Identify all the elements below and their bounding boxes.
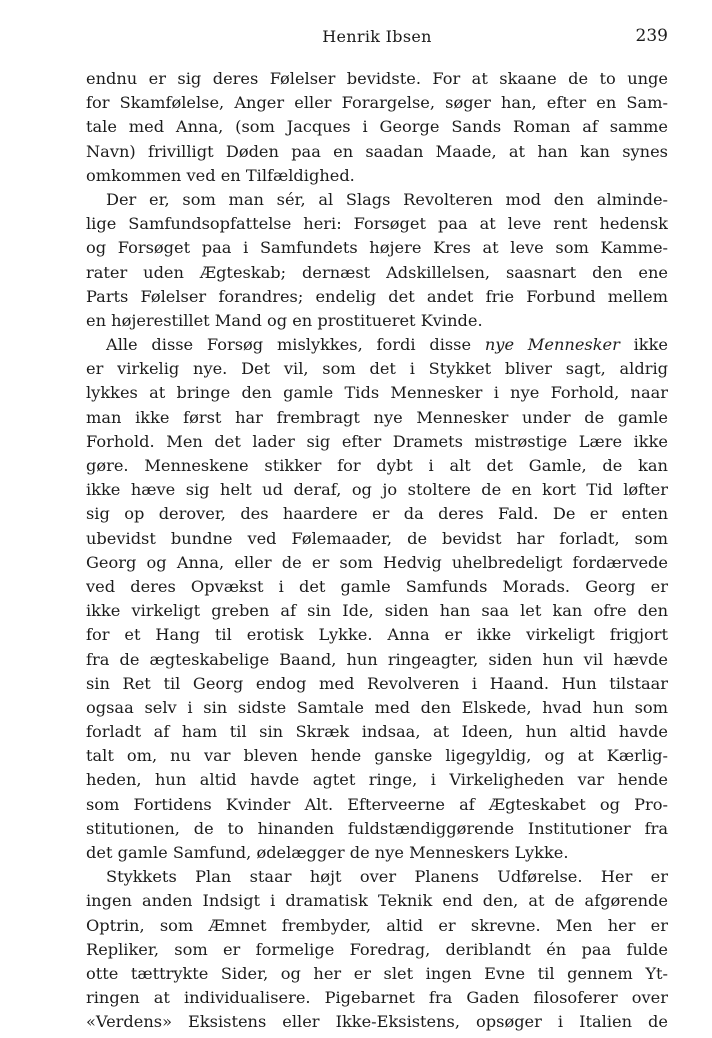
text-line: gøre. Menneskene stikker for dybt i alt det Gamle, de kan <box>86 456 668 475</box>
text-line: ikke virkeligt greben af sin Ide, siden han saa let kan ofre den <box>86 601 668 621</box>
text-line: talt om, nu var bleven hende ganske ligegyldig, og at Kærlig- <box>86 746 668 766</box>
text-line: man ikke først har frembragt nye Mennesker under de gamle <box>86 407 668 427</box>
text-line: som Fortidens Kvinder Alt. Efterveerne af Ægteskabet og Pro- <box>86 794 668 814</box>
text-line: det gamle Samfund, ødelægger de nye Menneskers Lykke. <box>86 843 569 862</box>
text-line: heden, hun altid havde agtet ringe, i Virkeligheden var hende <box>86 770 668 790</box>
text-line: ved deres Opvækst i det gamle Samfunds Morads. Georg er <box>86 576 668 596</box>
text-line: otte tættrykte Sider, og her er slet ingen Evne til gennem Yt- <box>86 963 668 983</box>
text-segment: Alle disse Forsøg mislykkes, fordi disse <box>106 335 472 355</box>
text-line: for Skamfølelse, Anger eller Forargelse, søger han, efter en Sam- <box>86 93 668 113</box>
text-line: «Verdens» Eksistens eller Ikke-Eksistens, opsøger i Italien de <box>86 1012 668 1032</box>
text-line: lykkes at bringe den gamle Tids Mennesker i nye Forhold, naar <box>86 383 668 403</box>
text-line: ogsaa selv i sin sidste Samtale med den Elskede, hvad hun som <box>86 697 668 717</box>
text-line: Parts Følelser forandres; endelig det andet frie Forbund mellem <box>86 286 668 306</box>
text-line: Optrin, som Æmnet frembyder, altid er skrevne. Men her er <box>86 915 668 935</box>
text-line: tale med Anna, (som Jacques i George Sands Roman af samme <box>86 117 668 137</box>
text-line: lige Samfundsopfattelse heri: Forsøget paa at leve rent hedensk <box>86 214 668 234</box>
text-line: ingen anden Indsigt i dramatisk Teknik end den, at de afgørende <box>86 891 668 911</box>
text-line: sig op derover, des haardere er da deres Fald. De er enten <box>86 504 668 524</box>
text-line: Der er, som man sér, al Slags Revolteren mod den alminde- <box>106 189 668 209</box>
text-line: Georg og Anna, eller de er som Hedvig uhelbredeligt fordærvede <box>86 552 668 572</box>
text-line: stitutionen, de to hinanden fuldstændiggørende Institutioner fra <box>86 818 668 838</box>
running-title: Henrik Ibsen <box>322 27 432 46</box>
text-line: ikke hæve sig helt ud deraf, og jo stoltere de en kort Tid løfter <box>86 480 668 500</box>
text-segment: ikke <box>619 335 668 355</box>
emphasis-text: nye Mennesker <box>484 335 620 355</box>
text-line: Navn) frivilligt Døden paa en saadan Maade, at han kan synes <box>86 141 668 161</box>
text-line: Repliker, som er formelige Foredrag, deriblandt én paa fulde <box>86 939 668 959</box>
text-line: sin Ret til Georg endog med Revolveren i Haand. Hun tilstaar <box>86 673 668 693</box>
text-line: og Forsøget paa i Samfundets højere Kres at leve som Kamme- <box>86 238 668 258</box>
text-line <box>86 333 668 357</box>
page-header <box>86 27 668 57</box>
text-line: Forhold. Men det lader sig efter Dramets mistrøstige Lære ikke <box>86 431 668 451</box>
text-line: en højerestillet Mand og en prostitueret Kvinde. <box>86 310 483 330</box>
body-text <box>86 67 668 1035</box>
text-line: er virkelig nye. Det vil, som det i Stykket bliver sagt, aldrig <box>86 359 668 379</box>
text-line: ringen at individualisere. Pigebarnet fra Gaden filosoferer over <box>86 988 668 1008</box>
text-line: for et Hang til erotisk Lykke. Anna er ikke virkeligt frigjort <box>86 625 668 645</box>
page-number: 239 <box>635 26 668 46</box>
text-line: Stykkets Plan staar højt over Planens Udførelse. Her er <box>106 867 668 887</box>
text-line: endnu er sig deres Følelser bevidste. For at skaane de to unge <box>86 69 668 88</box>
text-line: omkommen ved en Tilfældighed. <box>86 165 355 185</box>
text-line: forladt af ham til sin Skræk indsaa, at Ideen, hun altid havde <box>86 722 668 742</box>
text-line: ubevidst bundne ved Følemaader, de bevidst har forladt, som <box>86 528 668 548</box>
text-line: fra de ægteskabelige Baand, hun ringeagter, siden hun vil hævde <box>86 649 668 669</box>
text-line: rater uden Ægteskab; dernæst Adskillelsen, saasnart den ene <box>86 262 668 282</box>
